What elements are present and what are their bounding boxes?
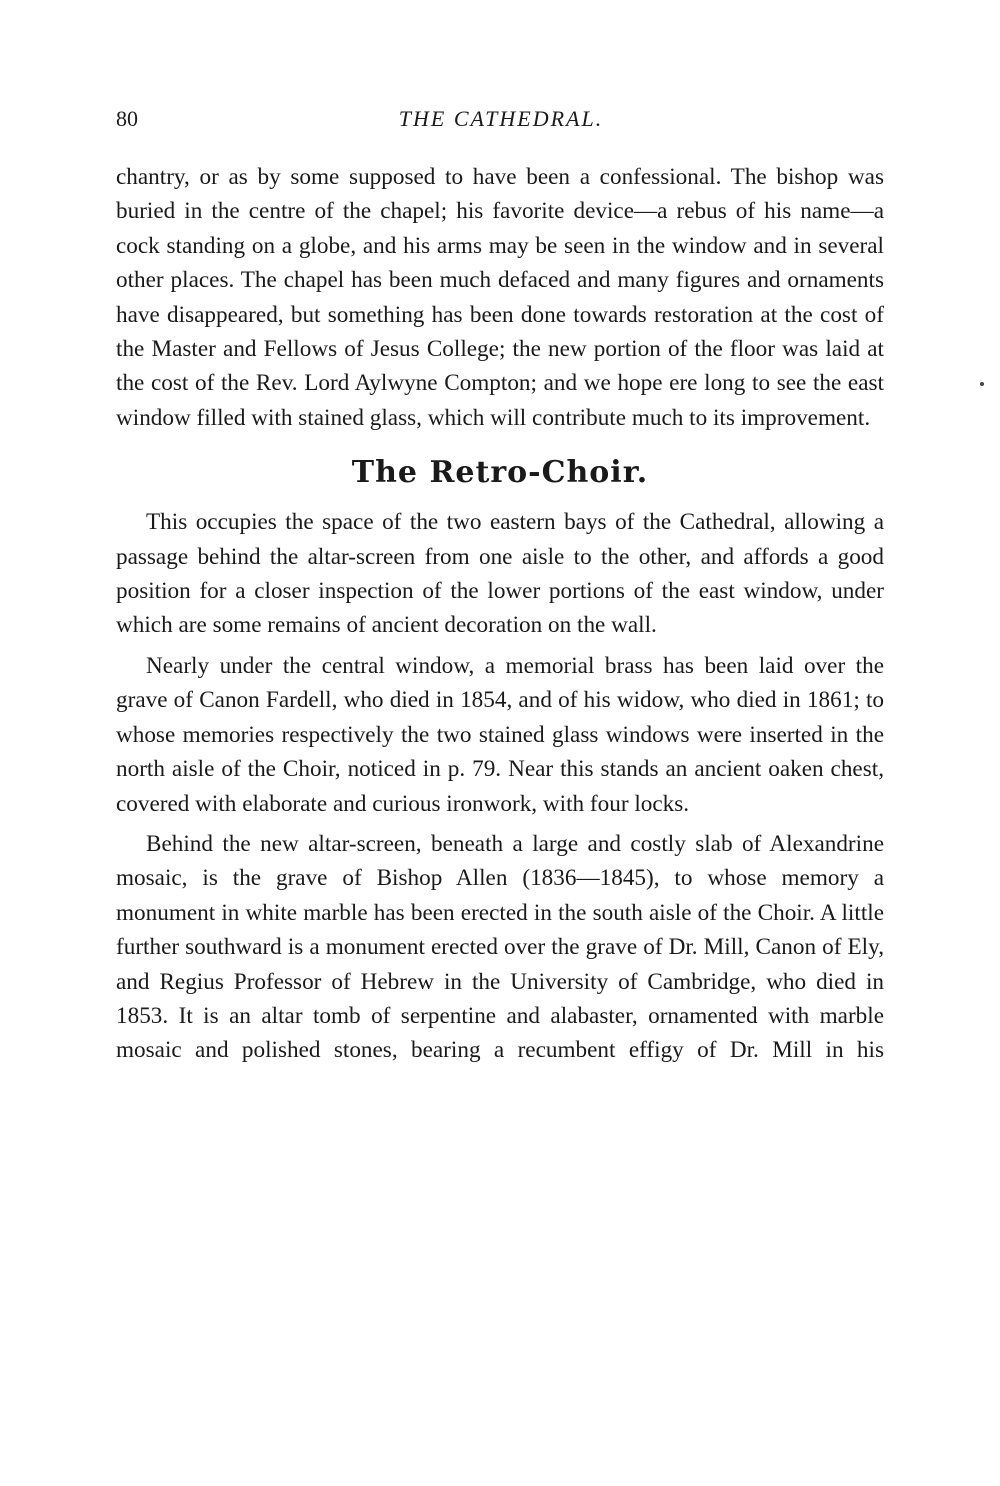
- paragraph-retro-choir: This occupies the space of the two eastern bays of the Cathedral, allowing a passage behind the altar-screen from one aisle to the other, and affords a good position for a closer inspection of the lower portions of the east window, under which are some remains of ancient decoration on the wall.: [116, 509, 884, 639]
- paragraph-altar-screen: Behind the new altar-screen, beneath a large and costly slab of Alexandrine mosaic, is the grave of Bishop Allen (1836—1845), to whose memory a monument in white marble has been erected in the south aisle of the Choir. A little further southward is a monument erected over the grave of Dr. Mill, Canon of Ely, and Regius Professor of Hebrew in the University of Cambridge, who died in 1853. It is an altar tomb of serpentine and alabaster, ornamented with marble mosaic and polished stones, bearing a recumbent effigy of Dr. Mill in his: [116, 830, 884, 1064]
- section-heading: The Retro-Choir.: [351, 455, 649, 491]
- ink-speck: [980, 382, 984, 386]
- paragraph-chantry: chantry, or as by some supposed to have been a confessional. The bishop was buried in the centre of the chapel; his favorite device—a rebus of his name—a cock standing on a globe, and his arms may be seen in the window and in several other places. The chapel has been much defaced and many figures and ornaments have disappeared, but something has been done towards restoration at the cost of the Master and Fellows of Jesus College; the new portion of the floor was laid at the cost of the Rev. Lord Aylwyne Compton; and we hope ere long to see the east window filled with stained glass, which will contribute much to its improvement.: [116, 164, 884, 431]
- paragraph-memorial-brass: Nearly under the central window, a memorial brass has been laid over the grave of Canon Fardell, who died in 1854, and of his widow, who died in 1861; to whose memories respectively the two stained glass windows were inserted in the north aisle of the Choir, noticed in p. 79. Near this stands an ancient oaken chest, covered with elaborate and curious ironwork, with four locks.: [116, 652, 884, 817]
- running-title: THE CATHEDRAL.: [398, 106, 604, 131]
- page-number: 80: [116, 106, 138, 131]
- body-text: [116, 160, 884, 1068]
- page-header: [116, 106, 886, 136]
